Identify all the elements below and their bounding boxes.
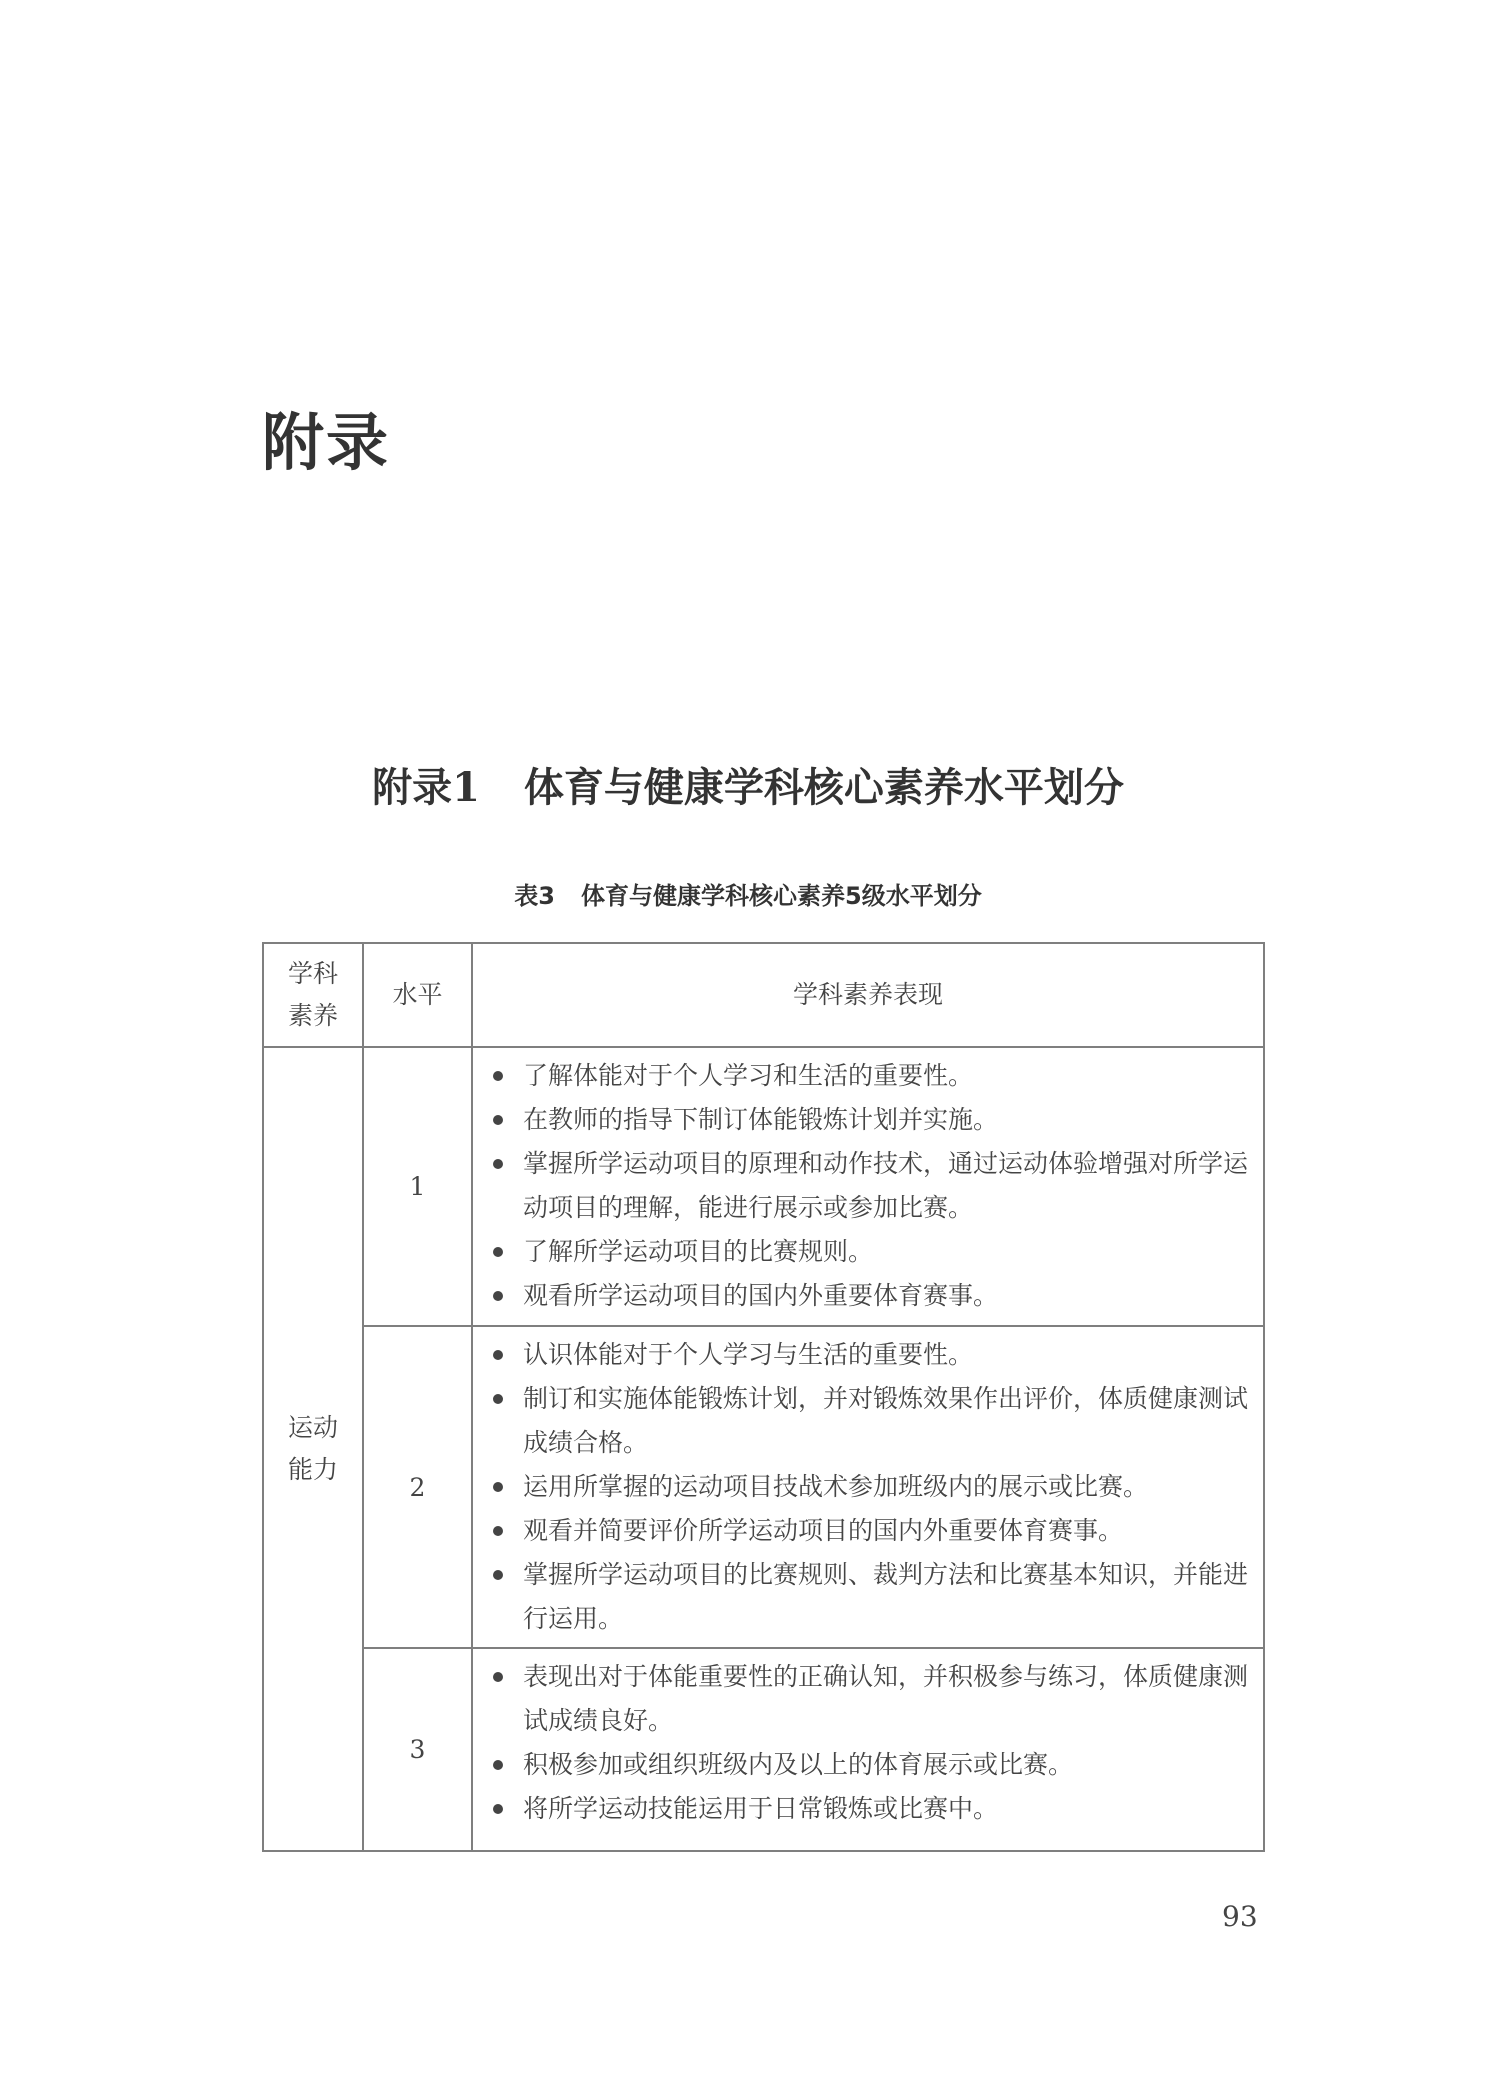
appendix-section-title xyxy=(0,764,1496,811)
literacy-cell xyxy=(263,1047,363,1851)
bullet-icon xyxy=(493,1115,503,1125)
literacy-label: 运动能力 xyxy=(288,1413,339,1484)
performance-cell xyxy=(472,1326,1264,1648)
performance-item-text: 积极参加或组织班级内及以上的体育展示或比赛。 xyxy=(523,1750,1074,1779)
performance-item-text: 制订和实施体能锻炼计划，并对锻炼效果作出评价，体质健康测试成绩合格。 xyxy=(523,1384,1249,1457)
table-caption-number: 表3 xyxy=(514,882,555,910)
level-cell: 3 xyxy=(363,1648,472,1851)
bullet-icon xyxy=(493,1291,503,1301)
bullet-icon xyxy=(493,1350,503,1360)
table-header-row xyxy=(263,943,1264,1047)
performance-item xyxy=(487,1377,1251,1465)
page-number: 93 xyxy=(1222,1900,1258,1933)
bullet-icon xyxy=(493,1394,503,1404)
table-row xyxy=(263,1648,1264,1851)
performance-item-text: 了解体能对于个人学习和生活的重要性。 xyxy=(523,1061,974,1090)
performance-item-text: 将所学运动技能运用于日常锻炼或比赛中。 xyxy=(523,1794,999,1823)
bullet-icon xyxy=(493,1804,503,1814)
performance-item xyxy=(487,1655,1251,1743)
bullet-icon xyxy=(493,1159,503,1169)
performance-item xyxy=(487,1509,1251,1553)
performance-item-text: 了解所学运动项目的比赛规则。 xyxy=(523,1237,874,1266)
bullet-icon xyxy=(493,1526,503,1536)
literacy-level-table xyxy=(262,942,1265,1852)
table-caption-title: 体育与健康学科核心素养5级水平划分 xyxy=(581,882,982,910)
performance-item-text: 观看所学运动项目的国内外重要体育赛事。 xyxy=(523,1281,999,1310)
performance-item xyxy=(487,1333,1251,1377)
performance-item-text: 掌握所学运动项目的原理和动作技术，通过运动体验增强对所学运动项目的理解，能进行展示或参加比赛。 xyxy=(523,1149,1249,1222)
performance-item xyxy=(487,1465,1251,1509)
header-level: 水平 xyxy=(363,943,472,1047)
bullet-icon xyxy=(493,1570,503,1580)
performance-list xyxy=(487,1054,1251,1318)
performance-item-text: 认识体能对于个人学习与生活的重要性。 xyxy=(523,1340,974,1369)
performance-cell xyxy=(472,1648,1264,1851)
table-row xyxy=(263,1047,1264,1326)
bullet-icon xyxy=(493,1247,503,1257)
performance-item xyxy=(487,1274,1251,1318)
page-heading: 附录 xyxy=(262,406,391,479)
performance-list xyxy=(487,1333,1251,1641)
performance-item xyxy=(487,1553,1251,1641)
bullet-icon xyxy=(493,1482,503,1492)
bullet-icon xyxy=(493,1071,503,1081)
bullet-icon xyxy=(493,1672,503,1682)
performance-item xyxy=(487,1787,1251,1831)
performance-item-text: 在教师的指导下制订体能锻炼计划并实施。 xyxy=(523,1105,999,1134)
table-caption xyxy=(0,884,1496,908)
performance-cell xyxy=(472,1047,1264,1326)
level-cell: 1 xyxy=(363,1047,472,1326)
performance-item xyxy=(487,1230,1251,1274)
performance-item-text: 掌握所学运动项目的比赛规则、裁判方法和比赛基本知识，并能进行运用。 xyxy=(523,1560,1249,1633)
level-cell: 2 xyxy=(363,1326,472,1648)
performance-item xyxy=(487,1098,1251,1142)
performance-list xyxy=(487,1655,1251,1831)
header-performance: 学科素养表现 xyxy=(472,943,1264,1047)
performance-item xyxy=(487,1142,1251,1230)
bullet-icon xyxy=(493,1760,503,1770)
table-row xyxy=(263,1326,1264,1648)
header-literacy-label: 学科素养 xyxy=(288,959,339,1030)
appendix-title: 体育与健康学科核心素养水平划分 xyxy=(523,764,1124,811)
appendix-number: 附录1 xyxy=(372,764,480,811)
performance-item-text: 运用所掌握的运动项目技战术参加班级内的展示或比赛。 xyxy=(523,1472,1149,1501)
header-literacy xyxy=(263,943,363,1047)
performance-item xyxy=(487,1054,1251,1098)
table-body xyxy=(263,1047,1264,1851)
performance-item-text: 观看并简要评价所学运动项目的国内外重要体育赛事。 xyxy=(523,1516,1124,1545)
performance-item xyxy=(487,1743,1251,1787)
performance-item-text: 表现出对于体能重要性的正确认知，并积极参与练习，体质健康测试成绩良好。 xyxy=(523,1662,1249,1735)
